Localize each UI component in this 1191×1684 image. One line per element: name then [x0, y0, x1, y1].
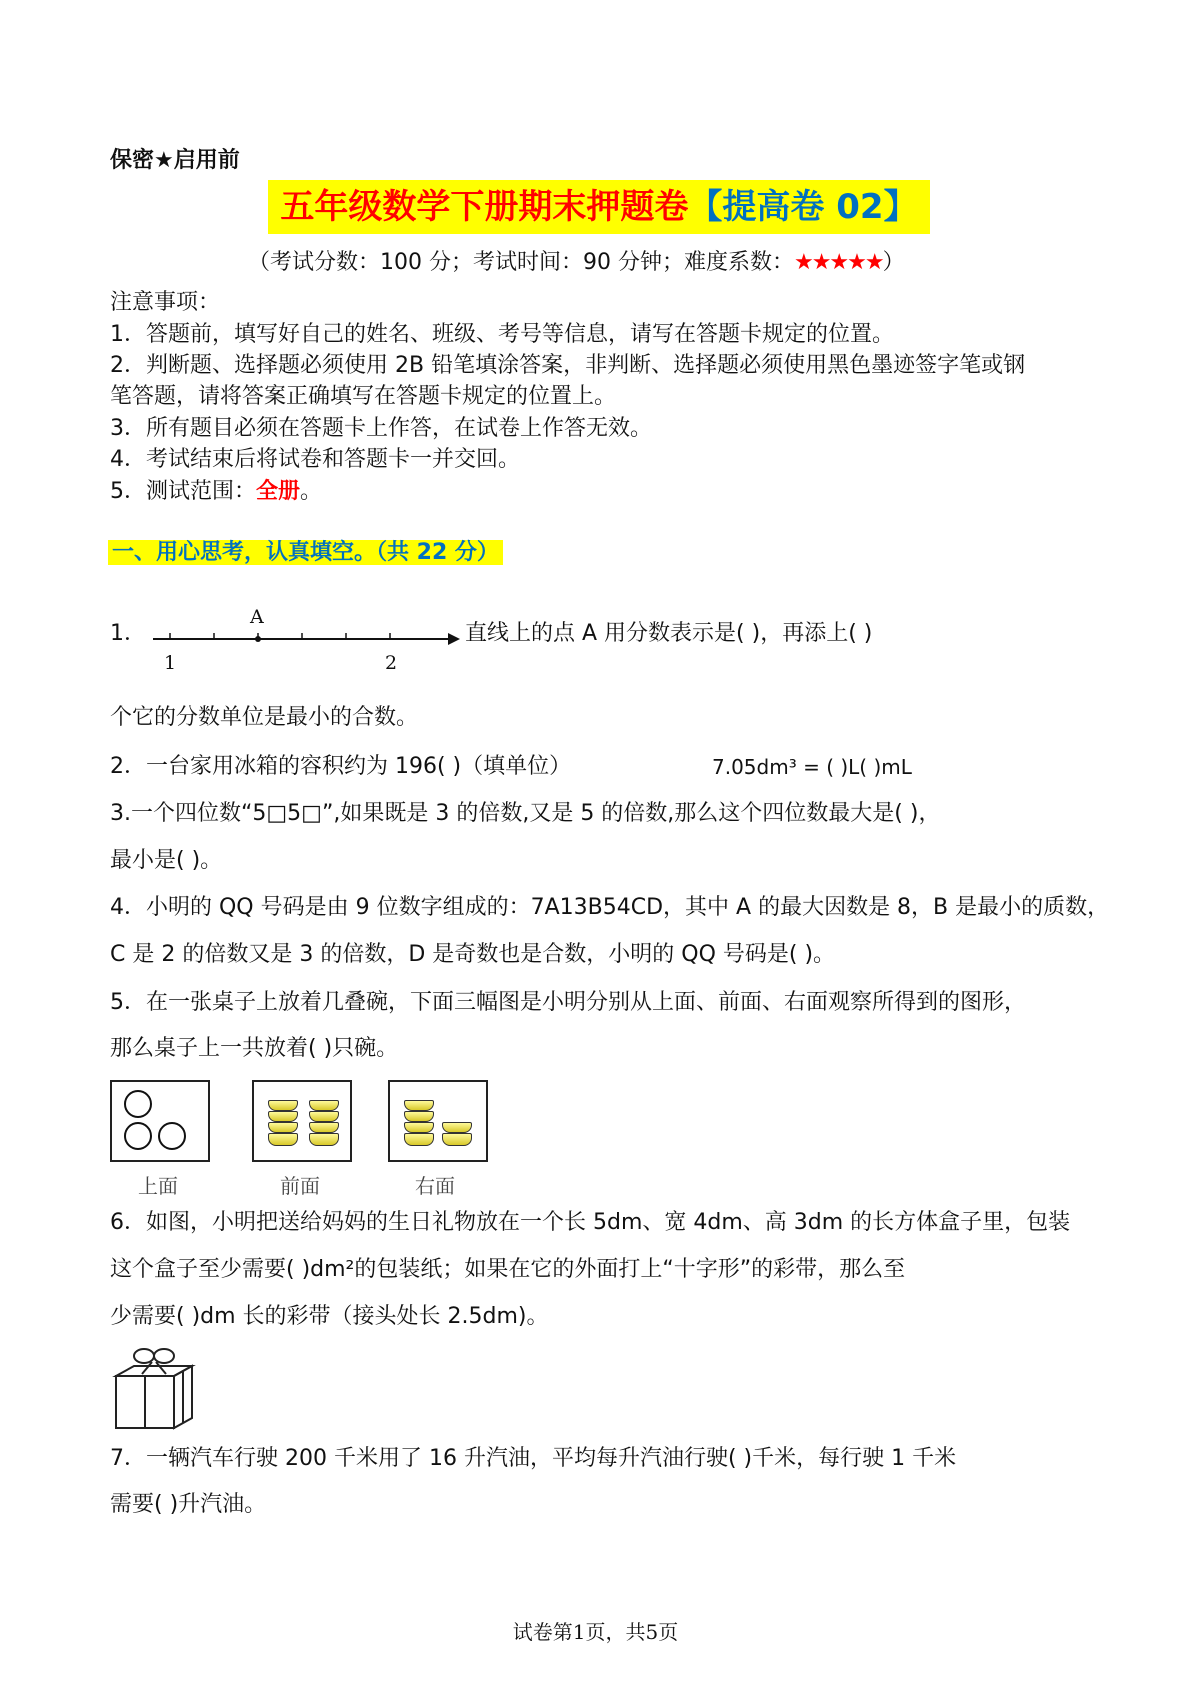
info-suffix: ） [882, 250, 905, 275]
section-1-title: 一、用心思考，认真填空。（共 22 分） [108, 540, 503, 565]
test-range: 全册 [256, 479, 301, 504]
note-item: 2．判断题、选择题必须使用 2B 铅笔填涂答案，非判断、选择题必须使用黑色墨迹签字笔或钢 [110, 353, 1026, 378]
view-caption: 右面 [415, 1174, 455, 1198]
note-text: 。 [300, 479, 323, 504]
info-text: （考试分数：100 分；考试时间：90 分钟；难度系数： [248, 250, 794, 275]
view-caption: 上面 [138, 1174, 178, 1198]
section-heading [108, 538, 503, 568]
front-view-figure [252, 1080, 352, 1162]
point-a-label: A [250, 606, 264, 628]
q5-text-cont: 那么桌子上一共放着( )只碗。 [110, 1036, 399, 1061]
note-item: 笔答题，请将答案正确填写在答题卡规定的位置上。 [110, 384, 617, 409]
q7-text: 7．一辆汽车行驶 200 千米用了 16 升汽油，平均每升汽油行驶( )千米，每行驶 1 千米 [110, 1446, 957, 1471]
view-caption: 前面 [280, 1174, 320, 1198]
q6-text: 6．如图，小明把送给妈妈的生日礼物放在一个长 5dm、宽 4dm、高 3dm 的长方体盒子里，包装 [110, 1210, 1071, 1235]
q1-text-cont: 个它的分数单位是最小的合数。 [110, 705, 419, 730]
q1-text: 直线上的点 A 用分数表示是( )，再添上( ) [465, 621, 873, 646]
q6-text-cont: 少需要( )dm 长的彩带（接头处长 2.5dm)。 [110, 1304, 549, 1329]
page-footer: 试卷第1页，共5页 [512, 1620, 679, 1644]
q3-text: 3.一个四位数“5□5□”,如果既是 3 的倍数,又是 5 的倍数,那么这个四位数最大是( )， [110, 801, 941, 826]
note-item: 4．考试结束后将试卷和答题卡一并交回。 [110, 447, 520, 472]
title-main: 五年级数学下册期末押题卷 [280, 187, 689, 227]
difficulty-stars: ★★★★★ [793, 250, 883, 275]
notes-heading: 注意事项： [110, 290, 221, 315]
q6-text-cont: 这个盒子至少需要( )dm²的包装纸；如果在它的外面打上“十字形”的彩带，那么至 [110, 1257, 906, 1282]
number-line-figure [148, 598, 463, 673]
confidential-label: 保密★启用前 [110, 148, 240, 173]
q2-text: 2．一台家用冰箱的容积约为 196( )（填单位） [110, 754, 572, 779]
q4-text: 4．小明的 QQ 号码是由 9 位数字组成的：7A13B54CD，其中 A 的最大因数是 8，B 是最小的质数， [110, 895, 1110, 920]
q2-formula: 7.05dm³ = ( )L( )mL [712, 755, 912, 779]
note-item: 1．答题前，填写好自己的姓名、班级、考号等信息，请写在答题卡规定的位置。 [110, 322, 894, 347]
q5-text: 5．在一张桌子上放着几叠碗，下面三幅图是小明分别从上面、前面、右面观察所得到的图形， [110, 990, 1027, 1015]
exam-info [248, 248, 905, 278]
exam-title [268, 180, 930, 234]
right-view-figure [388, 1080, 488, 1162]
note-text: 5．测试范围： [110, 479, 256, 504]
q4-text-cont: C 是 2 的倍数又是 3 的倍数，D 是奇数也是合数，小明的 QQ 号码是( )。 [110, 942, 836, 967]
q7-text-cont: 需要( )升汽油。 [110, 1492, 267, 1517]
note-item-5 [110, 477, 322, 507]
note-item: 3．所有题目必须在答题卡上作答，在试卷上作答无效。 [110, 416, 652, 441]
tick-label-2: 2 [385, 652, 398, 674]
title-tag: 【提高卷 02】 [688, 187, 918, 227]
gift-box-figure [112, 1346, 198, 1432]
tick-label-1: 1 [164, 652, 177, 674]
q3-text-cont: 最小是( )。 [110, 848, 223, 873]
top-view-figure [110, 1080, 210, 1162]
q1-number: 1． [110, 621, 146, 646]
